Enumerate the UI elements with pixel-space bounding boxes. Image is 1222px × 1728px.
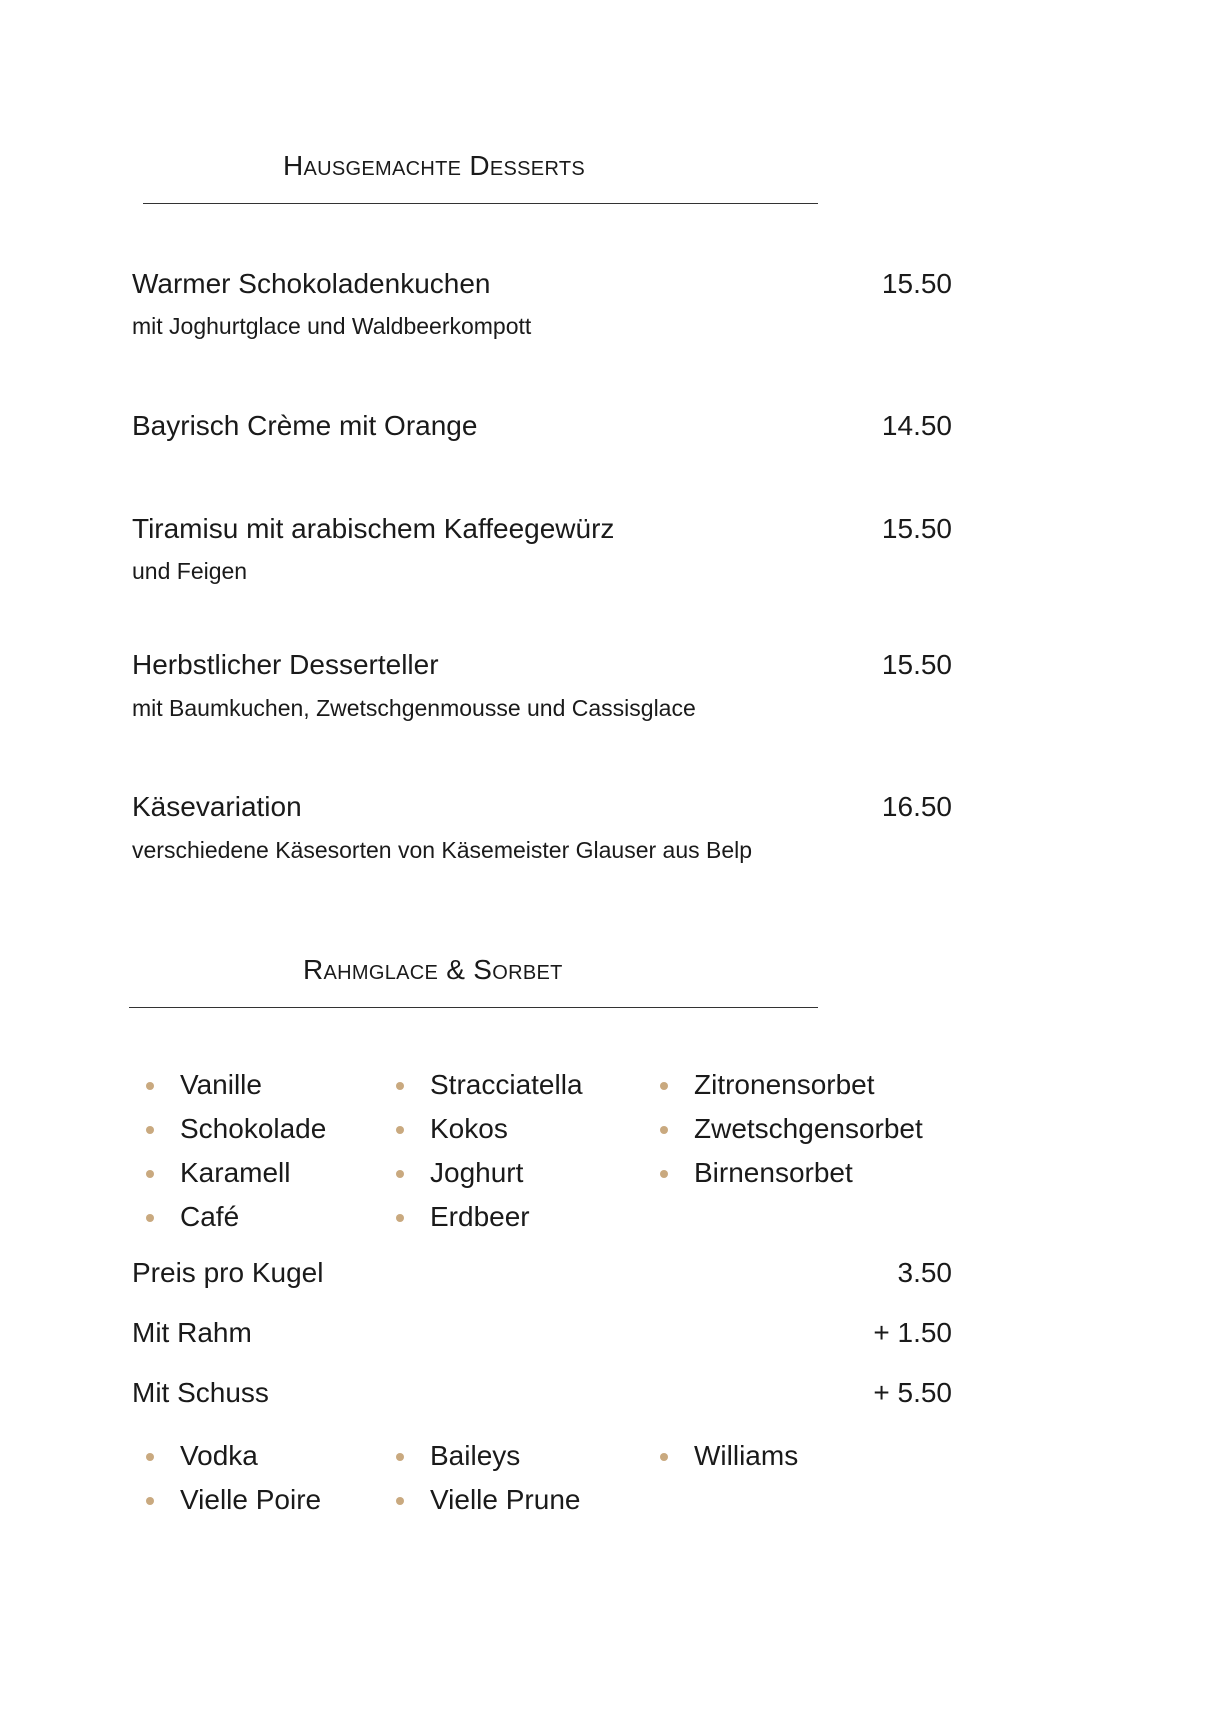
bullet-dot-icon xyxy=(396,1170,404,1178)
dessert-price: 15.50 xyxy=(881,649,952,680)
list-item xyxy=(382,1434,580,1478)
spirit-list-column-1 xyxy=(132,1434,321,1522)
flavor-label: Zitronensorbet xyxy=(694,1069,875,1100)
list-item xyxy=(382,1151,583,1195)
dessert-price: 15.50 xyxy=(881,513,952,544)
flavor-list-column-3 xyxy=(646,1063,923,1195)
bullet-dot-icon xyxy=(396,1453,404,1461)
pricing-price: + 5.50 xyxy=(873,1377,952,1408)
bullet-dot-icon xyxy=(146,1126,154,1134)
spirit-label: Vodka xyxy=(180,1440,258,1471)
flavor-label: Zwetschgensorbet xyxy=(694,1113,923,1144)
pricing-price: + 1.50 xyxy=(873,1317,952,1348)
dessert-price: 15.50 xyxy=(881,268,952,299)
bullet-dot-icon xyxy=(660,1082,668,1090)
glace-title-rule xyxy=(129,1007,818,1008)
list-item xyxy=(646,1434,798,1478)
bullet-dot-icon xyxy=(660,1170,668,1178)
dessert-name: Tiramisu mit arabischem Kaffeegewürz xyxy=(132,513,615,544)
flavor-label: Joghurt xyxy=(430,1157,524,1188)
spirit-label: Vielle Prune xyxy=(430,1484,581,1515)
glace-title: Rahmglace & Sorbet xyxy=(303,954,563,985)
list-item xyxy=(132,1151,326,1195)
bullet-dot-icon xyxy=(146,1082,154,1090)
flavor-label: Erdbeer xyxy=(430,1201,530,1232)
desserts-title-rule xyxy=(143,203,818,204)
spirit-label: Williams xyxy=(694,1440,799,1471)
spirit-label: Vielle Poire xyxy=(180,1484,322,1515)
list-item xyxy=(646,1151,923,1195)
spirit-label: Baileys xyxy=(430,1440,521,1471)
bullet-dot-icon xyxy=(396,1497,404,1505)
dessert-price: 14.50 xyxy=(881,410,952,441)
dessert-price: 16.50 xyxy=(881,791,952,822)
flavor-label: Café xyxy=(180,1201,240,1232)
list-item xyxy=(382,1478,580,1522)
bullet-dot-icon xyxy=(146,1214,154,1222)
dessert-description: mit Baumkuchen, Zwetschgenmousse und Cassisglace xyxy=(132,695,696,721)
dessert-description: verschiedene Käsesorten von Käsemeister Glauser aus Belp xyxy=(132,837,753,863)
list-item xyxy=(646,1063,923,1107)
list-item xyxy=(382,1107,583,1151)
flavor-label: Vanille xyxy=(180,1069,262,1100)
list-item xyxy=(132,1195,326,1239)
list-item xyxy=(132,1107,326,1151)
flavor-label: Karamell xyxy=(180,1157,291,1188)
bullet-dot-icon xyxy=(396,1082,404,1090)
flavor-list-column-1 xyxy=(132,1063,326,1239)
list-item xyxy=(132,1434,321,1478)
flavor-label: Birnensorbet xyxy=(694,1157,853,1188)
pricing-price: 3.50 xyxy=(897,1257,952,1288)
pricing-label: Preis pro Kugel xyxy=(132,1257,324,1288)
list-item xyxy=(132,1478,321,1522)
flavor-label: Kokos xyxy=(430,1113,508,1144)
desserts-title: Hausgemachte Desserts xyxy=(283,150,585,181)
bullet-dot-icon xyxy=(146,1170,154,1178)
list-item xyxy=(382,1195,583,1239)
list-item xyxy=(132,1063,326,1107)
bullet-dot-icon xyxy=(146,1497,154,1505)
dessert-description: und Feigen xyxy=(132,558,248,584)
dessert-description: mit Joghurtglace und Waldbeerkompott xyxy=(132,313,532,339)
bullet-dot-icon xyxy=(396,1126,404,1134)
bullet-dot-icon xyxy=(660,1126,668,1134)
dessert-name: Bayrisch Crème mit Orange xyxy=(132,410,478,441)
spirit-list-column-3 xyxy=(646,1434,798,1478)
flavor-label: Stracciatella xyxy=(430,1069,583,1100)
flavor-label: Schokolade xyxy=(180,1113,327,1144)
bullet-dot-icon xyxy=(660,1453,668,1461)
list-item xyxy=(646,1107,923,1151)
dessert-name: Warmer Schokoladenkuchen xyxy=(132,268,491,299)
spirit-list-column-2 xyxy=(382,1434,580,1522)
bullet-dot-icon xyxy=(146,1453,154,1461)
dessert-name: Käsevariation xyxy=(132,791,302,822)
pricing-label: Mit Schuss xyxy=(132,1377,269,1408)
dessert-name: Herbstlicher Desserteller xyxy=(132,649,439,680)
bullet-dot-icon xyxy=(396,1214,404,1222)
pricing-label: Mit Rahm xyxy=(132,1317,252,1348)
list-item xyxy=(382,1063,583,1107)
flavor-list-column-2 xyxy=(382,1063,583,1239)
